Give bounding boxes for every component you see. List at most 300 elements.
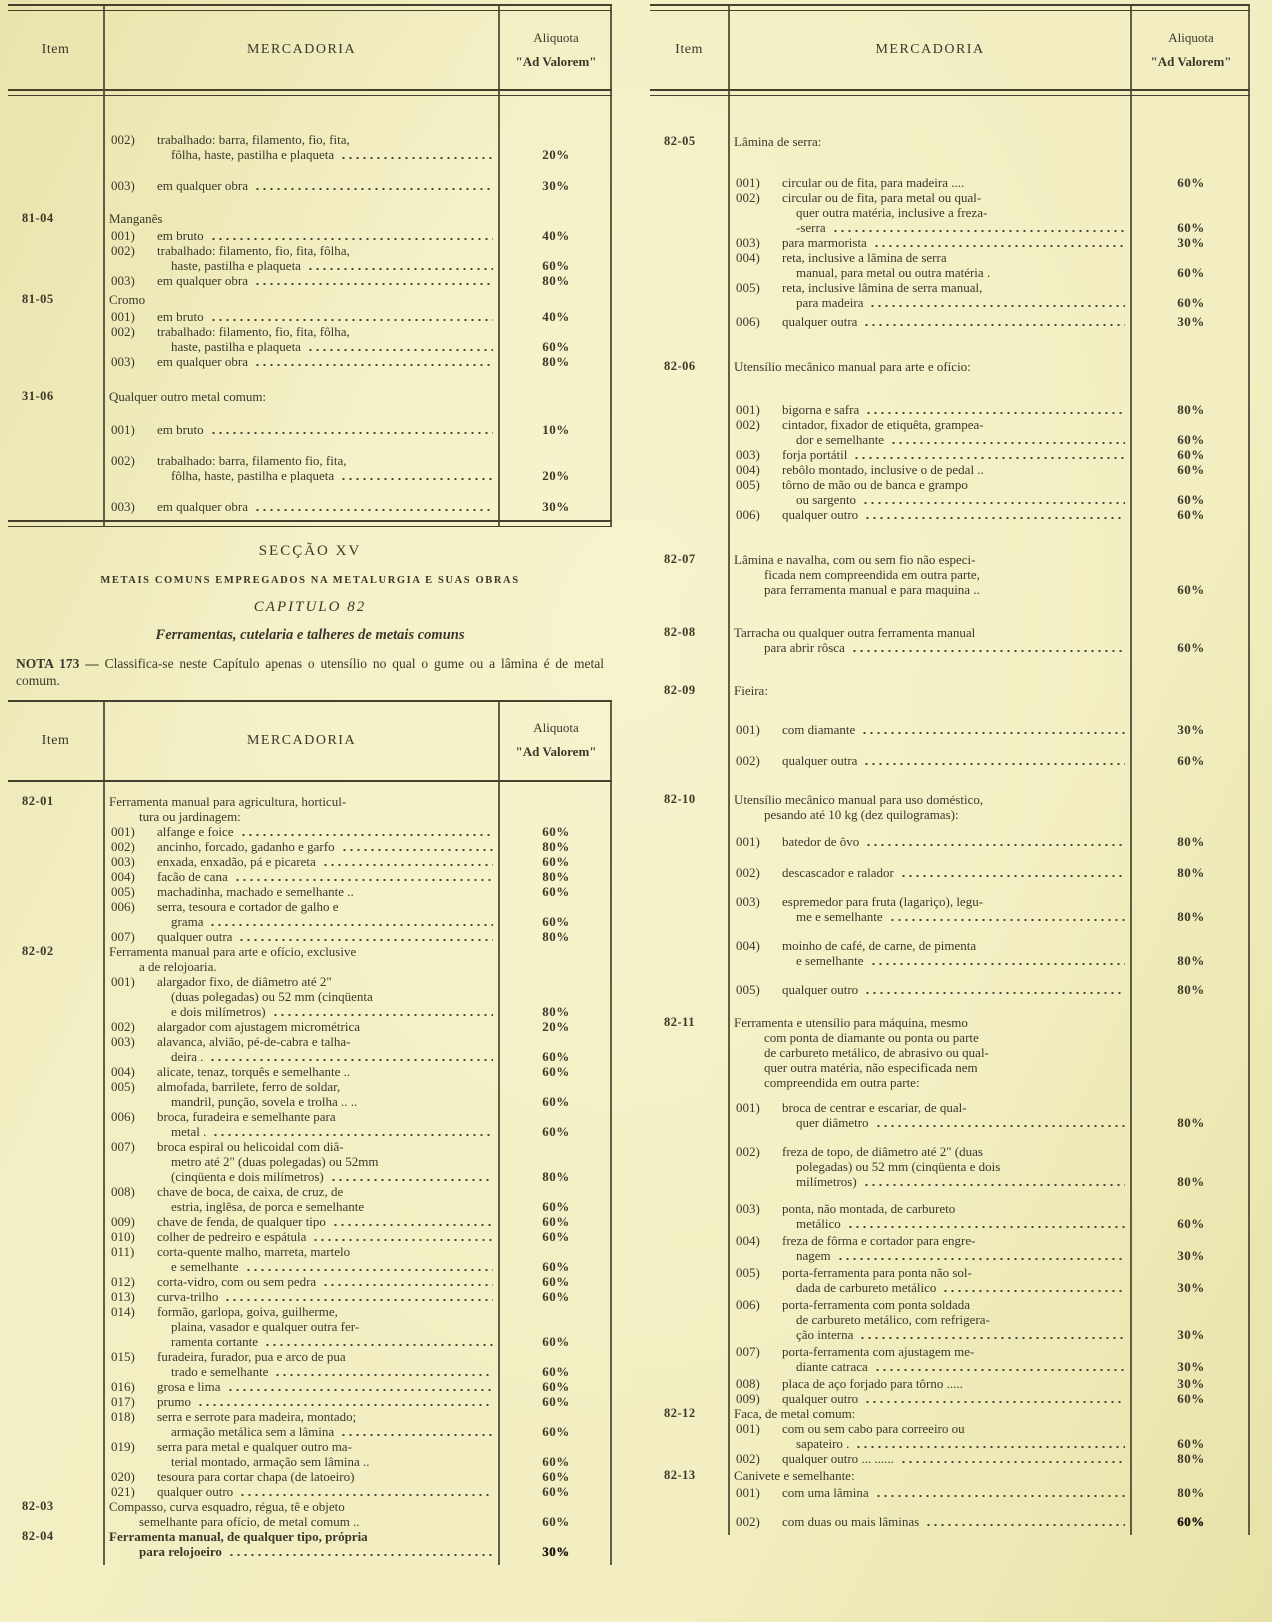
column-header-aliquota: Aliquota "Ad Valorem" bbox=[515, 29, 597, 69]
item-number: 82-08 bbox=[664, 625, 696, 639]
aliquota-value: 80% bbox=[1177, 1485, 1205, 1500]
table-row bbox=[8, 132, 612, 162]
item-number bbox=[650, 280, 728, 310]
aliquota-value: 30% bbox=[1177, 1248, 1205, 1263]
aliquota-value: 80% bbox=[542, 1168, 570, 1184]
description-line: Lâmina de serra: bbox=[734, 134, 822, 149]
item-number bbox=[650, 402, 728, 417]
description-line: metálico bbox=[782, 1216, 1128, 1231]
description-line: estria, inglêsa, de porca e semelhante bbox=[171, 1198, 365, 1214]
merchandise-description bbox=[728, 250, 1132, 280]
description-line: em bruto bbox=[157, 422, 496, 437]
item-number bbox=[8, 354, 103, 369]
table-row bbox=[8, 211, 612, 226]
aliquota-value: 30% bbox=[542, 499, 570, 514]
item-number bbox=[8, 132, 103, 162]
item-number bbox=[650, 1233, 728, 1263]
merchandise-description bbox=[728, 938, 1132, 968]
item-number bbox=[8, 1349, 103, 1379]
item-number bbox=[8, 178, 103, 193]
table-row bbox=[650, 722, 1250, 737]
description-line: corta-quente malho, marreta, martelo bbox=[157, 1243, 351, 1259]
item-number bbox=[8, 1274, 103, 1289]
aliquota-value: 60% bbox=[542, 1453, 570, 1469]
aliquota-value: 60% bbox=[1177, 295, 1205, 310]
description-line: fôlha, haste, pastilha e plaqueta bbox=[157, 147, 496, 162]
item-number bbox=[8, 1409, 103, 1439]
merchandise-description bbox=[103, 1064, 500, 1079]
dot-leader bbox=[332, 1223, 493, 1227]
description-line: alargador fixo, de diâmetro até 2" bbox=[157, 973, 332, 989]
item-number: 81-05 bbox=[22, 292, 54, 306]
aliquota-value: 60% bbox=[542, 1378, 570, 1394]
merchandise-description bbox=[103, 1394, 500, 1409]
table-row bbox=[8, 389, 612, 404]
aliquota-value: 60% bbox=[1177, 175, 1205, 190]
sub-item-number: 009) bbox=[736, 1391, 760, 1406]
sub-item-number: 004) bbox=[111, 1063, 135, 1079]
table-row bbox=[8, 794, 612, 824]
merchandise-description bbox=[103, 453, 500, 483]
sub-item-number: 003) bbox=[111, 1033, 135, 1049]
table-row bbox=[650, 280, 1250, 310]
dot-leader bbox=[837, 1257, 1125, 1261]
item-number: 82-02 bbox=[22, 943, 54, 958]
dot-leader bbox=[851, 649, 1125, 653]
description-line: fôlha, haste, pastilha e plaqueta bbox=[157, 468, 496, 483]
description-line: corta-vidro, com ou sem pedra bbox=[157, 1274, 496, 1289]
merchandise-description bbox=[728, 683, 1132, 698]
dot-leader bbox=[340, 477, 493, 481]
merchandise-description bbox=[103, 1304, 500, 1349]
dot-leader bbox=[863, 323, 1125, 327]
item-number bbox=[650, 1391, 728, 1406]
description-line: me e semelhante bbox=[782, 909, 1128, 924]
sub-item-number: 007) bbox=[736, 1344, 760, 1359]
dot-leader bbox=[925, 1523, 1125, 1527]
dot-leader bbox=[890, 441, 1125, 445]
merchandise-description bbox=[103, 1079, 500, 1109]
item-number bbox=[650, 417, 728, 447]
description-line: broca espiral ou helicoidal com diâ- bbox=[157, 1138, 344, 1154]
aliquota-value: 60% bbox=[542, 1363, 570, 1379]
merchandise-description bbox=[728, 190, 1132, 235]
aliquota-value: 80% bbox=[1177, 402, 1205, 417]
aliquota-value: 60% bbox=[542, 913, 570, 929]
table-row bbox=[8, 899, 612, 929]
dot-leader bbox=[870, 962, 1126, 966]
description-line: moinho de café, de carne, de pimenta bbox=[782, 938, 977, 953]
table-row bbox=[8, 228, 612, 243]
dot-leader bbox=[340, 1433, 493, 1437]
table-row bbox=[650, 402, 1250, 417]
merchandise-description bbox=[728, 1421, 1132, 1451]
item-number bbox=[650, 477, 728, 507]
description-line: bigorna e safra bbox=[782, 402, 1128, 417]
sub-item-number: 004) bbox=[736, 250, 760, 265]
section-subtitle: METAIS COMUNS EMPREGADOS NA METALURGIA E SUAS OBRAS bbox=[100, 575, 520, 586]
chapter-subtitle: Ferramentas, cutelaria e talheres de metais comuns bbox=[155, 627, 465, 643]
description-line: batedor de ôvo bbox=[782, 834, 1128, 849]
table-row bbox=[8, 499, 612, 514]
description-line: haste, pastilha e plaqueta bbox=[157, 258, 496, 273]
sub-item-number: 010) bbox=[111, 1228, 135, 1244]
dot-leader bbox=[341, 848, 493, 852]
item-number bbox=[8, 1109, 103, 1139]
sub-item-number: 005) bbox=[111, 1078, 135, 1094]
table-row bbox=[650, 894, 1250, 924]
item-number bbox=[8, 1229, 103, 1244]
dot-leader bbox=[254, 282, 493, 286]
column-header-mercadoria: MERCADORIA bbox=[246, 732, 357, 748]
table-row bbox=[650, 938, 1250, 968]
item-number bbox=[8, 243, 103, 273]
item-number: 82-11 bbox=[664, 1015, 695, 1029]
dot-leader bbox=[240, 833, 493, 837]
dot-leader bbox=[322, 1283, 493, 1287]
description-line: e dois milímetros) bbox=[157, 1004, 496, 1019]
dot-leader bbox=[264, 1343, 493, 1347]
description-line: manual, para metal ou outra matéria . bbox=[796, 265, 991, 280]
aliquota-value: 60% bbox=[542, 883, 570, 899]
aliquota-value: 60% bbox=[542, 1468, 570, 1484]
merchandise-description bbox=[103, 178, 500, 193]
description-line: quer outra matéria, inclusive a freza- bbox=[796, 205, 988, 220]
aliquota-value: 60% bbox=[542, 1048, 570, 1064]
aliquota-value: 60% bbox=[542, 1483, 570, 1499]
aliquota-value: 60% bbox=[542, 1093, 570, 1109]
description-line: enxada, enxadão, pá e picareta bbox=[157, 854, 496, 869]
item-number bbox=[8, 854, 103, 869]
sub-item-number: 004) bbox=[736, 462, 760, 477]
dot-leader bbox=[864, 1400, 1125, 1404]
dot-leader bbox=[227, 1388, 493, 1392]
description-line: (cinqüenta e dois milímetros) bbox=[157, 1169, 496, 1184]
aliquota-value: 20% bbox=[542, 468, 570, 483]
merchandise-description bbox=[728, 1297, 1132, 1342]
table-row bbox=[650, 190, 1250, 235]
aliquota-value: 60% bbox=[1177, 447, 1205, 462]
sub-item-number: 002) bbox=[736, 753, 760, 768]
item-number: 81-04 bbox=[22, 211, 54, 225]
table-row bbox=[650, 235, 1250, 250]
item-number bbox=[8, 1244, 103, 1274]
item-number: 82-05 bbox=[664, 134, 696, 148]
aliquota-value: 80% bbox=[1177, 953, 1205, 968]
table-row bbox=[8, 1499, 612, 1529]
right-column bbox=[650, 4, 1250, 1535]
description-line: com diamante bbox=[782, 722, 1128, 737]
sub-item-number: 002) bbox=[111, 1018, 135, 1034]
merchandise-description bbox=[103, 1274, 500, 1289]
item-number: 82-13 bbox=[664, 1468, 696, 1482]
sub-item-number: 012) bbox=[111, 1273, 135, 1289]
description-line: trabalhado: barra, filamento fio, fita, bbox=[157, 453, 347, 468]
sub-item-number: 003) bbox=[111, 178, 135, 193]
description-line: haste, pastilha e plaqueta bbox=[157, 339, 496, 354]
sub-item-number: 020) bbox=[111, 1468, 135, 1484]
aliquota-value: 60% bbox=[1177, 1436, 1205, 1451]
sub-item-number: 001) bbox=[111, 309, 135, 324]
description-line: Faca, de metal comum: bbox=[734, 1406, 856, 1421]
description-line: qualquer outro bbox=[782, 982, 1128, 997]
dot-leader bbox=[330, 1178, 493, 1182]
description-line: tesoura para cortar chapa (de latoeiro) bbox=[157, 1468, 355, 1484]
item-number bbox=[8, 273, 103, 288]
description-line: para ferramenta manual e para maquina .. bbox=[764, 582, 980, 597]
sub-item-number: 001) bbox=[736, 1421, 760, 1436]
sub-item-number: 021) bbox=[111, 1483, 135, 1499]
sub-item-number: 002) bbox=[111, 324, 135, 339]
aliquota-value: 80% bbox=[1177, 1115, 1205, 1130]
table-row bbox=[8, 1244, 612, 1274]
aliquota-value: 80% bbox=[1177, 1174, 1205, 1189]
item-number bbox=[650, 175, 728, 190]
table-row bbox=[8, 354, 612, 369]
description-line: trabalhado: filamento, fio, fita, fôlha, bbox=[157, 324, 350, 339]
table-row bbox=[650, 1421, 1250, 1451]
table-row bbox=[650, 134, 1250, 149]
merchandise-description bbox=[103, 273, 500, 288]
dot-leader bbox=[234, 878, 493, 882]
table-row bbox=[650, 507, 1250, 522]
sub-item-number: 004) bbox=[736, 1233, 760, 1248]
description-line: Fieira: bbox=[734, 683, 768, 698]
description-line: furadeira, furador, pua e arco de pua bbox=[157, 1348, 346, 1364]
merchandise-description bbox=[728, 417, 1132, 447]
dot-leader bbox=[307, 267, 493, 271]
item-number bbox=[8, 1379, 103, 1394]
sub-item-number: 001) bbox=[111, 823, 135, 839]
item-number bbox=[8, 228, 103, 243]
table-row bbox=[650, 1514, 1250, 1529]
sub-item-number: 011) bbox=[111, 1243, 135, 1259]
sub-item-number: 005) bbox=[736, 1265, 760, 1280]
description-line: mandril, punção, sovela e trolha .. .. bbox=[171, 1093, 358, 1109]
aliquota-value: 60% bbox=[542, 1123, 570, 1139]
sub-item-number: 003) bbox=[736, 447, 760, 462]
description-line: Qualquer outro metal comum: bbox=[109, 389, 267, 404]
item-number bbox=[8, 1139, 103, 1184]
merchandise-description bbox=[728, 314, 1132, 329]
description-line: semelhante para ofício, de metal comum .. bbox=[139, 1513, 360, 1529]
item-number: 82-09 bbox=[664, 683, 696, 697]
description-line: alavanca, alvião, pé-de-cabra e talha- bbox=[157, 1033, 351, 1049]
aliquota-value: 80% bbox=[542, 838, 570, 854]
table-row bbox=[650, 462, 1250, 477]
aliquota-value: 60% bbox=[1177, 753, 1205, 768]
item-number bbox=[8, 1214, 103, 1229]
table-body bbox=[8, 96, 612, 520]
aliquota-value: 30% bbox=[1177, 314, 1205, 329]
sub-item-number: 006) bbox=[736, 507, 760, 522]
description-line: freza de fôrma e cortador para engre- bbox=[782, 1233, 976, 1248]
merchandise-description bbox=[728, 1451, 1132, 1466]
sub-item-number: 008) bbox=[111, 1183, 135, 1199]
item-number bbox=[8, 1484, 103, 1499]
sub-item-number: 006) bbox=[111, 1108, 135, 1124]
merchandise-description bbox=[728, 753, 1132, 768]
sub-item-number: 002) bbox=[736, 190, 760, 205]
sub-item-number: 002) bbox=[111, 838, 135, 854]
item-number bbox=[650, 1421, 728, 1451]
item-number bbox=[650, 314, 728, 329]
description-line: freza de topo, de diâmetro até 2" (duas bbox=[782, 1144, 983, 1159]
description-line: qualquer outro bbox=[157, 1484, 496, 1499]
merchandise-description bbox=[103, 1214, 500, 1229]
merchandise-description bbox=[728, 402, 1132, 417]
left-column bbox=[8, 4, 612, 1565]
dot-leader bbox=[322, 863, 493, 867]
dot-leader bbox=[272, 1013, 493, 1017]
column-header-mercadoria: MERCADORIA bbox=[875, 42, 985, 57]
description-line: qualquer outro bbox=[782, 1391, 1128, 1406]
description-line: curva-trilho bbox=[157, 1289, 496, 1304]
sub-item-number: 007) bbox=[111, 928, 135, 944]
description-line: qualquer outra bbox=[782, 314, 1128, 329]
item-number bbox=[650, 1144, 728, 1189]
description-line: ancinho, forcado, gadanho e garfo bbox=[157, 839, 496, 854]
right-table bbox=[650, 4, 1250, 1535]
description-line: serra, tesoura e cortador de galho e bbox=[157, 898, 339, 914]
sub-item-number: 003) bbox=[111, 499, 135, 514]
item-number bbox=[8, 824, 103, 839]
dot-leader bbox=[847, 1225, 1125, 1229]
merchandise-description bbox=[103, 1349, 500, 1379]
description-line: -serra bbox=[782, 220, 1128, 235]
dot-leader bbox=[228, 1553, 493, 1557]
item-number bbox=[8, 1184, 103, 1214]
description-line: forja portátil bbox=[782, 447, 1128, 462]
dot-leader bbox=[307, 348, 493, 352]
description-line: reta, inclusive a lâmina de serra bbox=[782, 250, 947, 265]
merchandise-description bbox=[103, 884, 500, 899]
table-row bbox=[650, 417, 1250, 447]
item-number bbox=[650, 1344, 728, 1374]
merchandise-description bbox=[728, 1233, 1132, 1263]
table-row bbox=[8, 1439, 612, 1469]
description-line: compreendida em outra parte: bbox=[764, 1075, 920, 1090]
table-row bbox=[650, 175, 1250, 190]
table-row bbox=[8, 1019, 612, 1034]
description-line: armação metálica sem a lâmina bbox=[157, 1424, 496, 1439]
description-line: deira . bbox=[157, 1049, 496, 1064]
description-line: e semelhante bbox=[782, 953, 1128, 968]
sub-item-number: 001) bbox=[736, 834, 760, 849]
dot-leader bbox=[197, 1403, 493, 1407]
merchandise-description bbox=[103, 944, 500, 974]
aliquota-value: 60% bbox=[542, 1273, 570, 1289]
table-row bbox=[650, 1391, 1250, 1406]
column-header-aliquota: Aliquota "Ad Valorem" bbox=[1150, 29, 1232, 69]
sub-item-number: 002) bbox=[736, 1451, 760, 1466]
table-row bbox=[8, 1289, 612, 1304]
merchandise-description bbox=[103, 899, 500, 929]
table-body bbox=[8, 782, 612, 1565]
sub-item-number: 015) bbox=[111, 1348, 135, 1364]
item-number bbox=[650, 462, 728, 477]
table-row bbox=[650, 625, 1250, 655]
item-number bbox=[650, 894, 728, 924]
table-row bbox=[650, 1485, 1250, 1500]
table-row bbox=[8, 1064, 612, 1079]
dot-leader bbox=[254, 508, 493, 512]
description-line: almofada, barrilete, ferro de soldar, bbox=[157, 1078, 341, 1094]
dot-leader bbox=[900, 874, 1125, 878]
note-label: NOTA 173 — bbox=[16, 656, 99, 671]
sub-item-number: 001) bbox=[111, 973, 135, 989]
description-line: grosa e lima bbox=[157, 1379, 496, 1394]
merchandise-description bbox=[728, 792, 1132, 822]
sub-item-number: 005) bbox=[736, 280, 760, 295]
description-line: chave de fenda, de qualquer tipo bbox=[157, 1214, 496, 1229]
description-line: em qualquer obra bbox=[157, 354, 496, 369]
dot-leader bbox=[900, 1460, 1125, 1464]
table-row bbox=[8, 869, 612, 884]
sub-item-number: 007) bbox=[111, 1138, 135, 1154]
table-row bbox=[650, 1265, 1250, 1295]
merchandise-description bbox=[728, 834, 1132, 849]
description-line: terial montado, armação sem lâmina .. bbox=[171, 1453, 370, 1469]
aliquota-value: 20% bbox=[542, 147, 570, 162]
sub-item-number: 005) bbox=[111, 883, 135, 899]
description-line: porta-ferramenta para ponta não sol- bbox=[782, 1265, 972, 1280]
description-line: em bruto bbox=[157, 309, 496, 324]
merchandise-description bbox=[103, 854, 500, 869]
item-number bbox=[8, 1439, 103, 1469]
merchandise-description bbox=[728, 552, 1132, 597]
description-line: nagem bbox=[782, 1248, 1128, 1263]
merchandise-description bbox=[728, 865, 1132, 880]
dot-leader bbox=[875, 1124, 1125, 1128]
dot-leader bbox=[864, 991, 1125, 995]
description-line: qualquer outra bbox=[782, 753, 1128, 768]
merchandise-description bbox=[728, 722, 1132, 737]
table-row bbox=[650, 834, 1250, 849]
aliquota-value: 80% bbox=[542, 928, 570, 944]
table-row bbox=[8, 929, 612, 944]
merchandise-description bbox=[103, 1529, 500, 1559]
dot-leader bbox=[312, 1238, 493, 1242]
description-line: dor e semelhante bbox=[782, 432, 1128, 447]
aliquota-value: 80% bbox=[542, 868, 570, 884]
table-row bbox=[8, 273, 612, 288]
description-line: grama bbox=[157, 914, 496, 929]
dot-leader bbox=[254, 187, 493, 191]
table-row bbox=[8, 1349, 612, 1379]
header-rule bbox=[650, 89, 1250, 96]
sub-item-number: 004) bbox=[736, 938, 760, 953]
item-number bbox=[650, 1376, 728, 1391]
aliquota-value: 60% bbox=[542, 823, 570, 839]
merchandise-description bbox=[728, 507, 1132, 522]
merchandise-description bbox=[103, 1244, 500, 1274]
description-line: para abrir rôsca bbox=[734, 640, 1128, 655]
table-row bbox=[8, 974, 612, 1019]
table-row bbox=[8, 1379, 612, 1394]
aliquota-value: 60% bbox=[542, 258, 570, 273]
item-number bbox=[650, 507, 728, 522]
table-row bbox=[650, 1451, 1250, 1466]
description-line: plaina, vasador e qualquer outra fer- bbox=[171, 1318, 360, 1334]
table-row bbox=[8, 178, 612, 193]
description-line: de carbureto metálico, com refrigera- bbox=[796, 1312, 990, 1327]
table-row bbox=[650, 865, 1250, 880]
description-line: pesando até 10 kg (dez quilogramas): bbox=[764, 807, 959, 822]
sub-item-number: 019) bbox=[111, 1438, 135, 1454]
description-line: machadinha, machado e semelhante .. bbox=[157, 883, 354, 899]
item-number: 82-12 bbox=[664, 1406, 696, 1420]
